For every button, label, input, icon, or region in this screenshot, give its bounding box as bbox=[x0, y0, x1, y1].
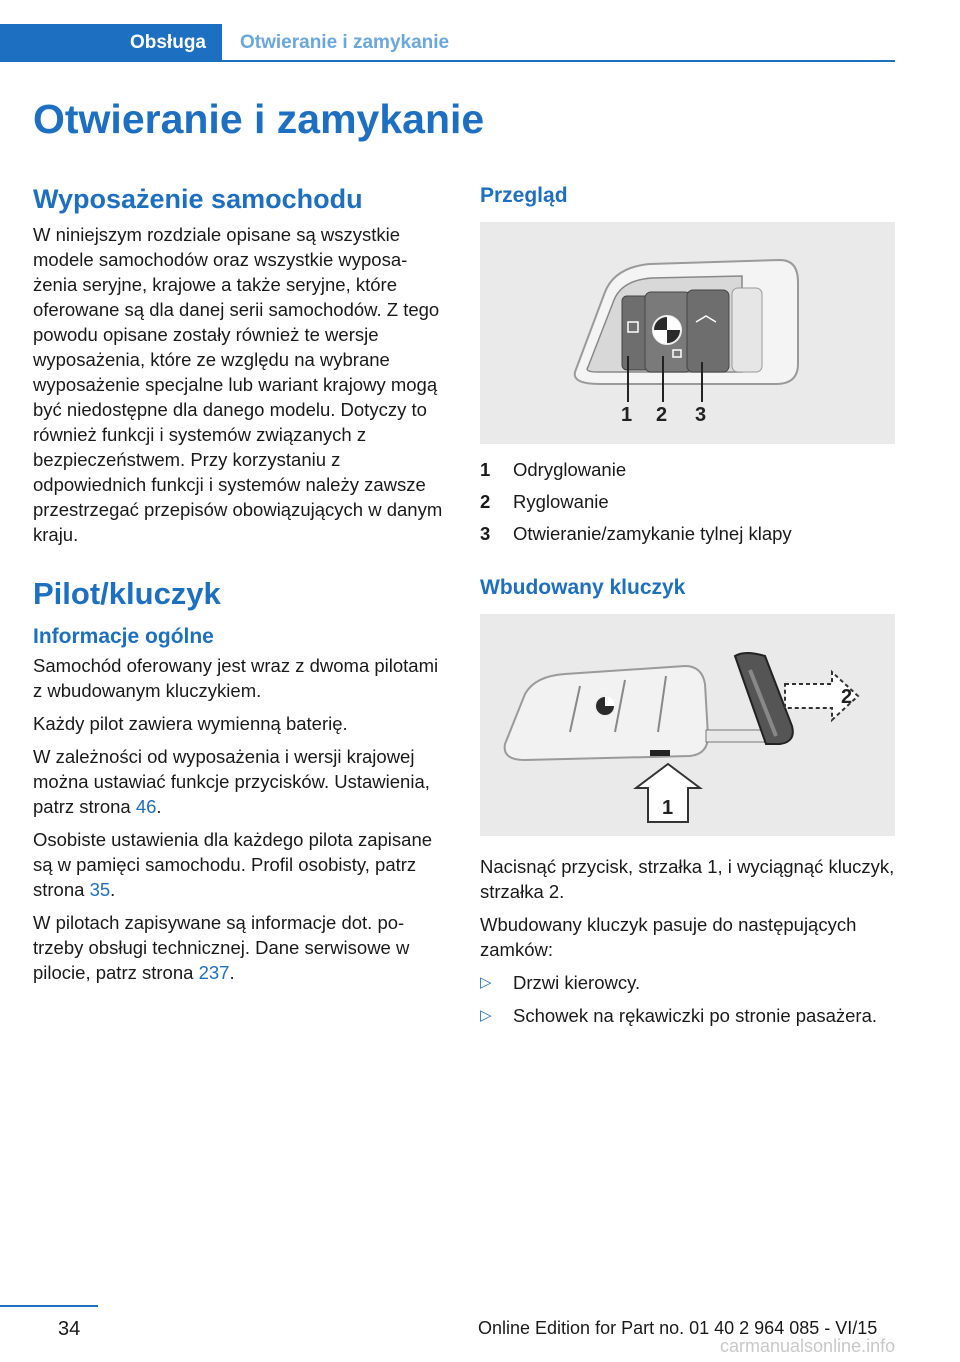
fig1-label-3: 3 bbox=[695, 404, 707, 426]
page-link-46[interactable]: 46 bbox=[135, 796, 157, 817]
footer-divider bbox=[0, 1305, 98, 1307]
left-column bbox=[33, 182, 443, 993]
remote-p3-text: W zależności od wyposażenia i wersji krajowej można ustawiać funkcje przycisków. Ustawienia, patrz strona bbox=[33, 746, 430, 817]
legend-list bbox=[480, 454, 895, 550]
header-divider bbox=[222, 60, 895, 62]
legend-num: 2 bbox=[480, 491, 491, 512]
page-title: Otwieranie i zamykanie bbox=[33, 96, 485, 142]
page-link-35[interactable]: 35 bbox=[89, 879, 111, 900]
remote-heading: Pilot/kluczyk bbox=[33, 576, 221, 611]
builtin-p2: Wbudowany kluczyk pasuje do następujących zamków: bbox=[480, 914, 857, 960]
triangle-bullet-icon: ▷ bbox=[480, 974, 492, 991]
tab-section[interactable]: Otwieranie i zamykanie bbox=[240, 32, 450, 53]
overview-heading: Przegląd bbox=[480, 184, 568, 207]
edition-text: Online Edition for Part no. 01 40 2 964 085 - VI/15 bbox=[478, 1318, 878, 1338]
triangle-bullet-icon: ▷ bbox=[480, 1007, 492, 1024]
remote-p4 bbox=[33, 827, 443, 902]
legend-item bbox=[480, 518, 895, 550]
equipment-heading: Wyposażenie samochodu bbox=[33, 184, 363, 214]
legend-item bbox=[480, 454, 895, 486]
legend-text: Odryglowanie bbox=[513, 459, 627, 480]
page-number: 34 bbox=[58, 1318, 81, 1340]
remote-p5 bbox=[33, 910, 443, 985]
remote-p1: Samochód oferowany jest wraz z dwoma pilotami z wbudowanym kluczykiem. bbox=[33, 655, 439, 701]
legend-text: Otwieranie/zamykanie tylnej klapy bbox=[513, 523, 792, 544]
fig1-label-1: 1 bbox=[621, 404, 633, 426]
watermark: carmanualsonline.info bbox=[720, 1336, 896, 1356]
remote-p2: Każdy pilot zawiera wymienną baterię. bbox=[33, 713, 348, 734]
builtin-key-figure bbox=[480, 614, 895, 836]
lock-bullet-list bbox=[480, 970, 895, 1028]
list-item bbox=[480, 970, 895, 995]
fig2-label-1: 1 bbox=[662, 797, 674, 819]
key-overview-figure bbox=[480, 222, 895, 444]
legend-num: 1 bbox=[480, 459, 491, 480]
equipment-text: W niniejszym rozdziale opisane są wszystkie modele samochodów oraz wszystkie wyposażenia seryjne, krajowe a także seryjne, które oferowane są dla danej serii samochodów. Z tego powodu opisane zostały również te wersje wyposażenia, które ze względu na wybrane wyposażenie specjalne lub wariant krajowy mogą być niedostępne dla danego modelu. Dotyczy to również funkcji i systemów związanych z bezpieczeństwem. Przy korzystaniu z odpowiednich funkcji i systemów należy zawsze przestrzegać przepisów obowiązujących w danym kraju. bbox=[33, 224, 443, 545]
remote-p4-end: . bbox=[110, 879, 116, 900]
remote-p5-end: . bbox=[229, 962, 235, 983]
legend-num: 3 bbox=[480, 523, 491, 544]
page-link-237[interactable]: 237 bbox=[198, 962, 230, 983]
builtin-p1: Nacisnąć przycisk, strzałka 1, i wyciągnąć kluczyk, strzałka 2. bbox=[480, 856, 895, 902]
legend-item bbox=[480, 486, 895, 518]
tab-obsluga[interactable]: Obsługa bbox=[0, 24, 222, 62]
fig1-label-2: 2 bbox=[656, 404, 668, 426]
remote-p3-end: . bbox=[156, 796, 162, 817]
right-column bbox=[480, 182, 895, 1036]
key-fob-illustration bbox=[480, 222, 895, 444]
remote-p5-text: W pilotach zapisywane są informacje dot. potrzeby obsługi technicznej. Dane serwisowe w pilocie, patrz strona bbox=[33, 912, 410, 983]
general-heading: Informacje ogólne bbox=[33, 625, 214, 648]
builtin-key-heading: Wbudowany kluczyk bbox=[480, 576, 686, 599]
fig2-label-2: 2 bbox=[841, 686, 853, 708]
builtin-key-illustration bbox=[480, 614, 895, 836]
remote-p4-text: Osobiste ustawienia dla każdego pilota zapisane są w pamięci samochodu. Profil osobisty, patrz strona bbox=[33, 829, 433, 900]
legend-text: Ryglowanie bbox=[513, 491, 609, 512]
bullet-text: Drzwi kierowcy. bbox=[513, 972, 641, 993]
header-bar bbox=[0, 24, 895, 62]
remote-p3 bbox=[33, 744, 443, 819]
bullet-text: Schowek na rękawiczki po stronie pasażera. bbox=[513, 1005, 878, 1026]
list-item bbox=[480, 1003, 895, 1028]
